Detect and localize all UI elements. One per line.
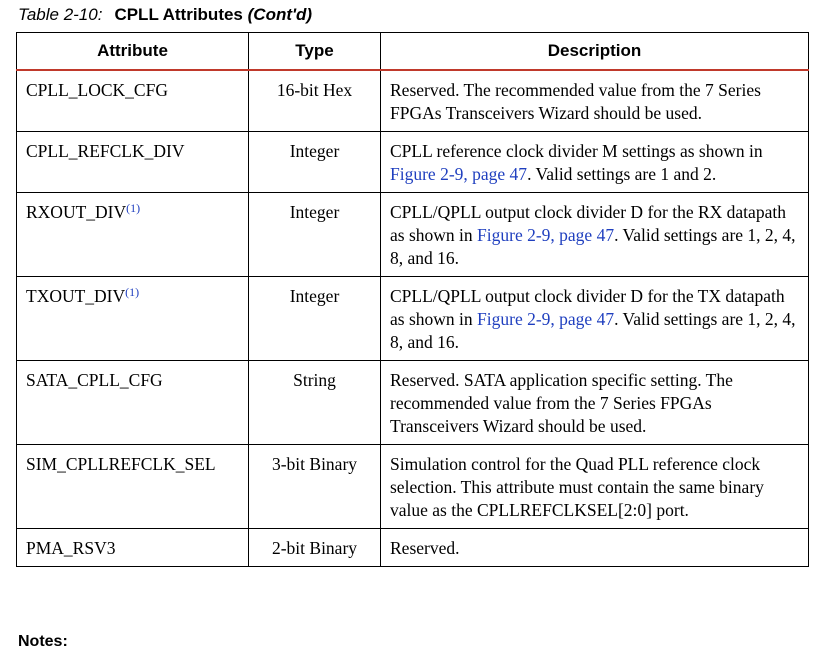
description-text: CPLL reference clock divider M settings as shown in — [390, 141, 763, 161]
attribute-cell — [17, 132, 249, 193]
attribute-name: CPLL_REFCLK_DIV — [26, 141, 185, 161]
table-continued: (Cont'd) — [247, 5, 313, 24]
attribute-name: SIM_CPLLREFCLK_SEL — [26, 454, 216, 474]
description-text-continued: . Valid settings are 1 and 2. — [527, 164, 717, 184]
table-title: CPLL Attributes — [114, 5, 243, 24]
table-row — [17, 529, 809, 567]
description-text-continued: . Valid settings are 1, 2, 4, 8, and 16. — [390, 309, 796, 352]
description-cell — [381, 529, 809, 567]
figure-reference-link[interactable]: Figure 2-9, page 47 — [477, 309, 615, 329]
description-text: Reserved. SATA application specific setting. The recommended value from the 7 Series FPGAs Transceivers Wizard should be used. — [390, 370, 733, 436]
footnote-link[interactable]: (1) — [126, 201, 141, 215]
attribute-cell — [17, 277, 249, 361]
description-text: Simulation control for the Quad PLL reference clock selection. This attribute must contain the same binary value as the CPLLREFCLKSEL[2:0] port. — [390, 454, 764, 520]
type-cell: Integer — [249, 193, 381, 277]
table-row — [17, 132, 809, 193]
attribute-cell — [17, 193, 249, 277]
attribute-name: CPLL_LOCK_CFG — [26, 80, 168, 100]
header-type: Type — [249, 33, 381, 71]
description-text: CPLL/QPLL output clock divider D for the RX datapath as shown in — [390, 202, 786, 245]
description-text: CPLL/QPLL output clock divider D for the TX datapath as shown in — [390, 286, 785, 329]
description-cell — [381, 193, 809, 277]
description-text: Reserved. The recommended value from the 7 Series FPGAs Transceivers Wizard should be used. — [390, 80, 761, 123]
attribute-cell — [17, 70, 249, 132]
attribute-cell — [17, 445, 249, 529]
type-cell: 2-bit Binary — [249, 529, 381, 567]
table-caption — [18, 2, 312, 28]
attribute-name: RXOUT_DIV — [26, 202, 127, 222]
table-number: Table 2-10: — [18, 5, 103, 24]
description-cell — [381, 132, 809, 193]
figure-reference-link[interactable]: Figure 2-9, page 47 — [390, 164, 528, 184]
header-description: Description — [381, 33, 809, 71]
description-cell — [381, 445, 809, 529]
header-attribute: Attribute — [17, 33, 249, 71]
table-row — [17, 445, 809, 529]
type-cell: 16-bit Hex — [249, 70, 381, 132]
type-cell: Integer — [249, 277, 381, 361]
type-cell: String — [249, 361, 381, 445]
attribute-name: PMA_RSV3 — [26, 538, 116, 558]
attribute-cell — [17, 529, 249, 567]
notes-label: Notes: — [18, 633, 68, 650]
attribute-cell — [17, 361, 249, 445]
attribute-name: TXOUT_DIV — [26, 286, 126, 306]
description-cell — [381, 277, 809, 361]
header-row — [17, 33, 809, 71]
table-row — [17, 70, 809, 132]
attribute-name: SATA_CPLL_CFG — [26, 370, 163, 390]
type-cell: Integer — [249, 132, 381, 193]
description-cell — [381, 70, 809, 132]
type-cell: 3-bit Binary — [249, 445, 381, 529]
figure-reference-link[interactable]: Figure 2-9, page 47 — [477, 225, 615, 245]
footnote-link[interactable]: (1) — [125, 285, 140, 299]
table-row — [17, 277, 809, 361]
table-body — [17, 70, 809, 567]
description-cell — [381, 361, 809, 445]
table-row — [17, 193, 809, 277]
description-text: Reserved. — [390, 538, 460, 558]
attributes-table — [16, 32, 809, 567]
table-row — [17, 361, 809, 445]
description-text-continued: . Valid settings are 1, 2, 4, 8, and 16. — [390, 225, 796, 268]
